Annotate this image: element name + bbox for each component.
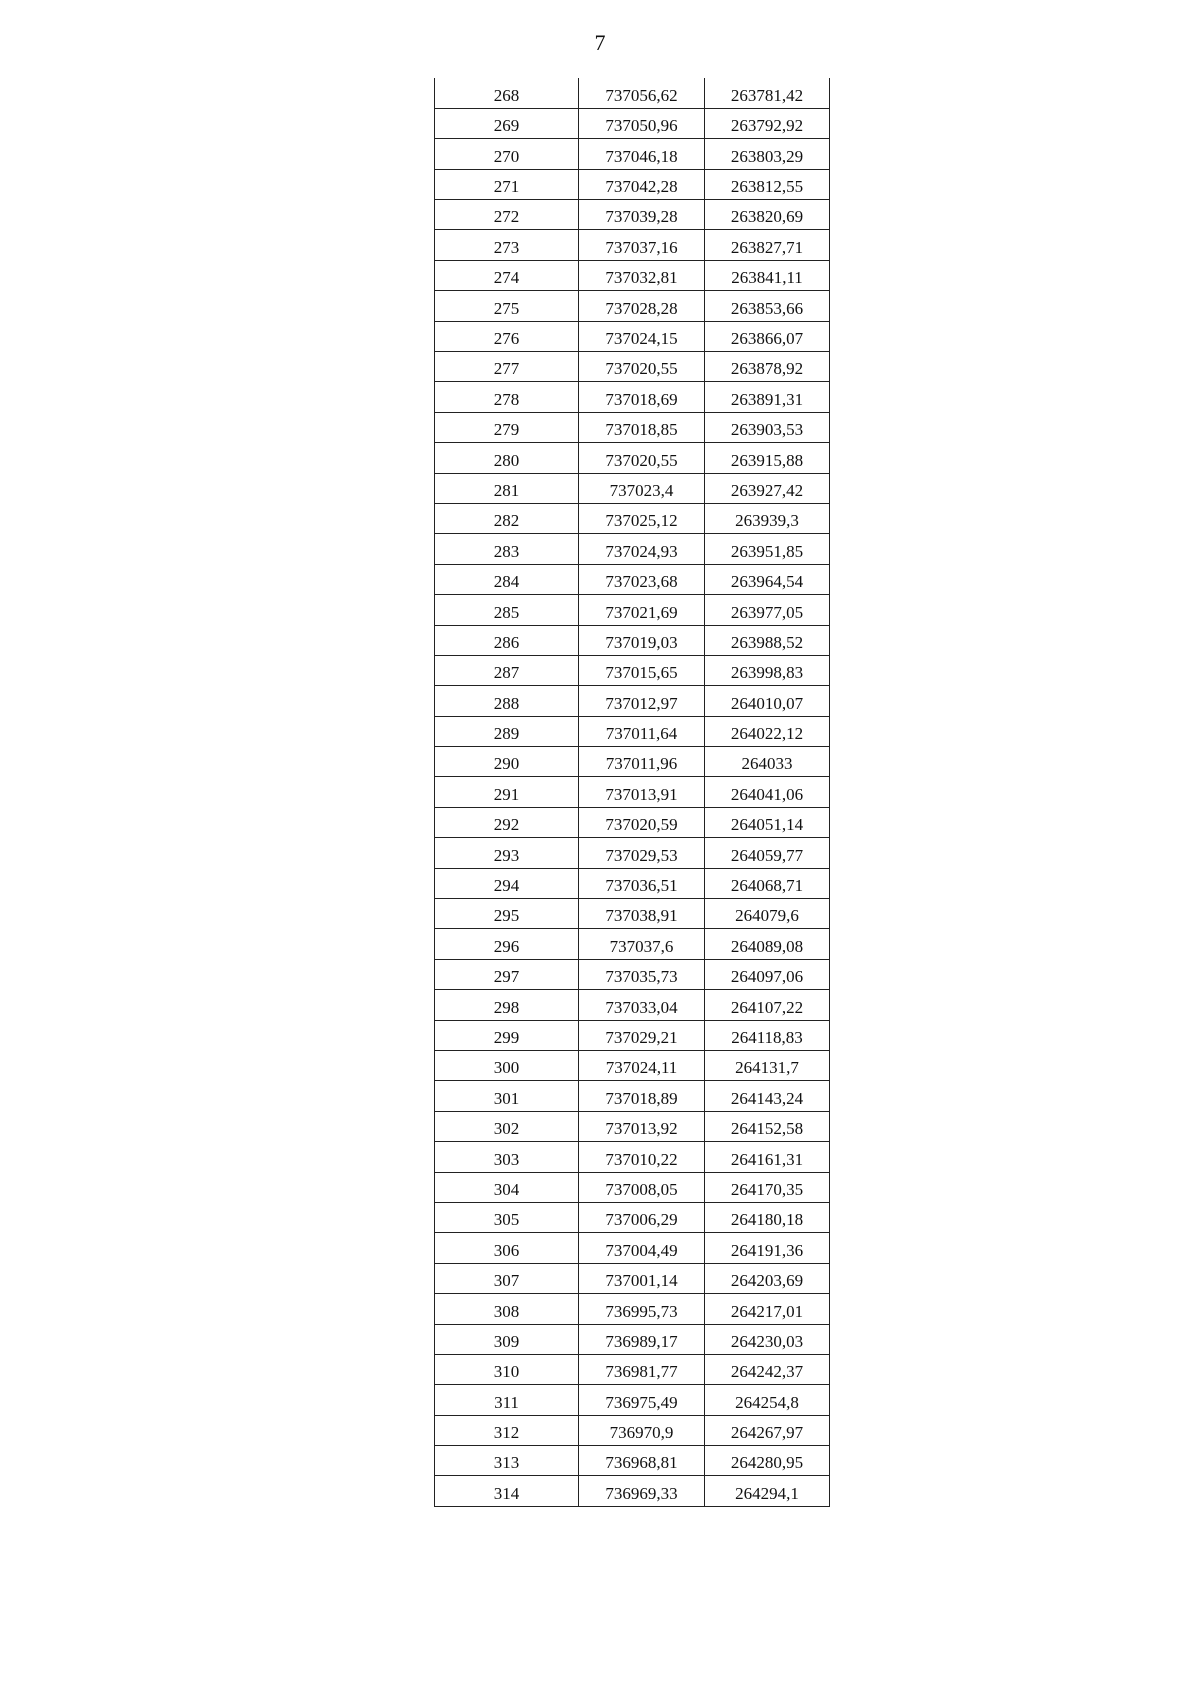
x-coordinate-cell: 737025,12 xyxy=(579,503,705,533)
point-number-cell: 269 xyxy=(435,108,579,138)
table-row xyxy=(435,1233,830,1263)
y-coordinate-cell: 264203,69 xyxy=(705,1263,830,1293)
point-number-cell: 310 xyxy=(435,1354,579,1384)
point-number-cell: 268 xyxy=(435,78,579,108)
point-number-cell: 280 xyxy=(435,443,579,473)
point-number-cell: 293 xyxy=(435,838,579,868)
y-coordinate-cell: 264280,95 xyxy=(705,1446,830,1476)
point-number-cell: 300 xyxy=(435,1051,579,1081)
table-row xyxy=(435,1172,830,1202)
table-row xyxy=(435,868,830,898)
table-row xyxy=(435,169,830,199)
point-number-cell: 284 xyxy=(435,564,579,594)
point-number-cell: 282 xyxy=(435,503,579,533)
x-coordinate-cell: 737037,6 xyxy=(579,929,705,959)
y-coordinate-cell: 264068,71 xyxy=(705,868,830,898)
x-coordinate-cell: 737012,97 xyxy=(579,686,705,716)
point-number-cell: 275 xyxy=(435,291,579,321)
point-number-cell: 272 xyxy=(435,200,579,230)
table-row xyxy=(435,139,830,169)
point-number-cell: 292 xyxy=(435,807,579,837)
table-row xyxy=(435,382,830,412)
y-coordinate-cell: 263998,83 xyxy=(705,655,830,685)
x-coordinate-cell: 737039,28 xyxy=(579,200,705,230)
y-coordinate-cell: 264161,31 xyxy=(705,1142,830,1172)
x-coordinate-cell: 737008,05 xyxy=(579,1172,705,1202)
y-coordinate-cell: 264170,35 xyxy=(705,1172,830,1202)
table-row xyxy=(435,412,830,442)
x-coordinate-cell: 737001,14 xyxy=(579,1263,705,1293)
point-number-cell: 274 xyxy=(435,260,579,290)
y-coordinate-cell: 263977,05 xyxy=(705,595,830,625)
point-number-cell: 295 xyxy=(435,899,579,929)
y-coordinate-cell: 263820,69 xyxy=(705,200,830,230)
y-coordinate-cell: 264022,12 xyxy=(705,716,830,746)
table-row xyxy=(435,1446,830,1476)
x-coordinate-cell: 737029,21 xyxy=(579,1020,705,1050)
point-number-cell: 303 xyxy=(435,1142,579,1172)
table-row xyxy=(435,1081,830,1111)
y-coordinate-cell: 264010,07 xyxy=(705,686,830,716)
point-number-cell: 279 xyxy=(435,412,579,442)
point-number-cell: 291 xyxy=(435,777,579,807)
y-coordinate-cell: 264191,36 xyxy=(705,1233,830,1263)
x-coordinate-cell: 737035,73 xyxy=(579,959,705,989)
table-row xyxy=(435,686,830,716)
table-row xyxy=(435,777,830,807)
coordinates-table-container xyxy=(434,78,829,1507)
coordinates-table-body xyxy=(435,78,830,1506)
table-row xyxy=(435,200,830,230)
table-row xyxy=(435,230,830,260)
table-row xyxy=(435,473,830,503)
table-row xyxy=(435,534,830,564)
x-coordinate-cell: 737046,18 xyxy=(579,139,705,169)
y-coordinate-cell: 264143,24 xyxy=(705,1081,830,1111)
y-coordinate-cell: 263891,31 xyxy=(705,382,830,412)
point-number-cell: 301 xyxy=(435,1081,579,1111)
y-coordinate-cell: 264254,8 xyxy=(705,1385,830,1415)
x-coordinate-cell: 736970,9 xyxy=(579,1415,705,1445)
x-coordinate-cell: 737020,55 xyxy=(579,443,705,473)
x-coordinate-cell: 737037,16 xyxy=(579,230,705,260)
x-coordinate-cell: 737013,91 xyxy=(579,777,705,807)
table-row xyxy=(435,1020,830,1050)
y-coordinate-cell: 264131,7 xyxy=(705,1051,830,1081)
table-row xyxy=(435,990,830,1020)
point-number-cell: 314 xyxy=(435,1476,579,1506)
y-coordinate-cell: 264180,18 xyxy=(705,1202,830,1232)
page-number: 7 xyxy=(594,30,606,55)
table-row xyxy=(435,655,830,685)
point-number-cell: 270 xyxy=(435,139,579,169)
table-row xyxy=(435,321,830,351)
coordinates-table xyxy=(434,78,830,1507)
point-number-cell: 277 xyxy=(435,352,579,382)
point-number-cell: 273 xyxy=(435,230,579,260)
point-number-cell: 276 xyxy=(435,321,579,351)
y-coordinate-cell: 263939,3 xyxy=(705,503,830,533)
x-coordinate-cell: 736968,81 xyxy=(579,1446,705,1476)
table-row xyxy=(435,1294,830,1324)
y-coordinate-cell: 263951,85 xyxy=(705,534,830,564)
point-number-cell: 290 xyxy=(435,747,579,777)
x-coordinate-cell: 737010,22 xyxy=(579,1142,705,1172)
y-coordinate-cell: 263781,42 xyxy=(705,78,830,108)
x-coordinate-cell: 737006,29 xyxy=(579,1202,705,1232)
y-coordinate-cell: 264118,83 xyxy=(705,1020,830,1050)
y-coordinate-cell: 264267,97 xyxy=(705,1415,830,1445)
y-coordinate-cell: 264041,06 xyxy=(705,777,830,807)
point-number-cell: 312 xyxy=(435,1415,579,1445)
x-coordinate-cell: 737028,28 xyxy=(579,291,705,321)
y-coordinate-cell: 263803,29 xyxy=(705,139,830,169)
x-coordinate-cell: 737036,51 xyxy=(579,868,705,898)
y-coordinate-cell: 263827,71 xyxy=(705,230,830,260)
point-number-cell: 288 xyxy=(435,686,579,716)
table-row xyxy=(435,352,830,382)
point-number-cell: 271 xyxy=(435,169,579,199)
x-coordinate-cell: 736969,33 xyxy=(579,1476,705,1506)
table-row xyxy=(435,625,830,655)
y-coordinate-cell: 264242,37 xyxy=(705,1354,830,1384)
x-coordinate-cell: 737019,03 xyxy=(579,625,705,655)
table-row xyxy=(435,959,830,989)
x-coordinate-cell: 737011,96 xyxy=(579,747,705,777)
x-coordinate-cell: 737024,15 xyxy=(579,321,705,351)
x-coordinate-cell: 737011,64 xyxy=(579,716,705,746)
table-row xyxy=(435,595,830,625)
y-coordinate-cell: 264059,77 xyxy=(705,838,830,868)
point-number-cell: 299 xyxy=(435,1020,579,1050)
point-number-cell: 287 xyxy=(435,655,579,685)
x-coordinate-cell: 737029,53 xyxy=(579,838,705,868)
table-row xyxy=(435,291,830,321)
x-coordinate-cell: 737023,4 xyxy=(579,473,705,503)
y-coordinate-cell: 264230,03 xyxy=(705,1324,830,1354)
x-coordinate-cell: 737018,85 xyxy=(579,412,705,442)
y-coordinate-cell: 263915,88 xyxy=(705,443,830,473)
x-coordinate-cell: 737050,96 xyxy=(579,108,705,138)
y-coordinate-cell: 263964,54 xyxy=(705,564,830,594)
y-coordinate-cell: 264033 xyxy=(705,747,830,777)
point-number-cell: 307 xyxy=(435,1263,579,1293)
x-coordinate-cell: 737032,81 xyxy=(579,260,705,290)
point-number-cell: 298 xyxy=(435,990,579,1020)
y-coordinate-cell: 264097,06 xyxy=(705,959,830,989)
table-row xyxy=(435,1415,830,1445)
table-row xyxy=(435,1051,830,1081)
y-coordinate-cell: 263903,53 xyxy=(705,412,830,442)
table-row xyxy=(435,716,830,746)
x-coordinate-cell: 737004,49 xyxy=(579,1233,705,1263)
table-row xyxy=(435,1385,830,1415)
point-number-cell: 302 xyxy=(435,1111,579,1141)
table-row xyxy=(435,929,830,959)
table-row xyxy=(435,1324,830,1354)
table-row xyxy=(435,503,830,533)
x-coordinate-cell: 736981,77 xyxy=(579,1354,705,1384)
y-coordinate-cell: 264294,1 xyxy=(705,1476,830,1506)
x-coordinate-cell: 737018,69 xyxy=(579,382,705,412)
y-coordinate-cell: 263853,66 xyxy=(705,291,830,321)
point-number-cell: 283 xyxy=(435,534,579,564)
x-coordinate-cell: 737021,69 xyxy=(579,595,705,625)
y-coordinate-cell: 264152,58 xyxy=(705,1111,830,1141)
table-row xyxy=(435,807,830,837)
y-coordinate-cell: 263866,07 xyxy=(705,321,830,351)
x-coordinate-cell: 737015,65 xyxy=(579,655,705,685)
table-row xyxy=(435,1142,830,1172)
point-number-cell: 278 xyxy=(435,382,579,412)
y-coordinate-cell: 264089,08 xyxy=(705,929,830,959)
table-row xyxy=(435,1111,830,1141)
x-coordinate-cell: 737023,68 xyxy=(579,564,705,594)
table-row xyxy=(435,899,830,929)
y-coordinate-cell: 264079,6 xyxy=(705,899,830,929)
table-row xyxy=(435,108,830,138)
point-number-cell: 309 xyxy=(435,1324,579,1354)
point-number-cell: 304 xyxy=(435,1172,579,1202)
table-row xyxy=(435,838,830,868)
y-coordinate-cell: 263841,11 xyxy=(705,260,830,290)
y-coordinate-cell: 264107,22 xyxy=(705,990,830,1020)
point-number-cell: 281 xyxy=(435,473,579,503)
x-coordinate-cell: 737042,28 xyxy=(579,169,705,199)
x-coordinate-cell: 737033,04 xyxy=(579,990,705,1020)
point-number-cell: 306 xyxy=(435,1233,579,1263)
y-coordinate-cell: 264217,01 xyxy=(705,1294,830,1324)
y-coordinate-cell: 263988,52 xyxy=(705,625,830,655)
point-number-cell: 308 xyxy=(435,1294,579,1324)
y-coordinate-cell: 263792,92 xyxy=(705,108,830,138)
point-number-cell: 285 xyxy=(435,595,579,625)
point-number-cell: 286 xyxy=(435,625,579,655)
point-number-cell: 289 xyxy=(435,716,579,746)
table-row xyxy=(435,564,830,594)
y-coordinate-cell: 263927,42 xyxy=(705,473,830,503)
x-coordinate-cell: 737018,89 xyxy=(579,1081,705,1111)
x-coordinate-cell: 737020,55 xyxy=(579,352,705,382)
table-row xyxy=(435,1476,830,1506)
x-coordinate-cell: 737020,59 xyxy=(579,807,705,837)
x-coordinate-cell: 737038,91 xyxy=(579,899,705,929)
point-number-cell: 313 xyxy=(435,1446,579,1476)
table-row xyxy=(435,747,830,777)
table-row xyxy=(435,78,830,108)
x-coordinate-cell: 736989,17 xyxy=(579,1324,705,1354)
y-coordinate-cell: 263878,92 xyxy=(705,352,830,382)
x-coordinate-cell: 737056,62 xyxy=(579,78,705,108)
y-coordinate-cell: 263812,55 xyxy=(705,169,830,199)
table-row xyxy=(435,1202,830,1232)
table-row xyxy=(435,1354,830,1384)
point-number-cell: 297 xyxy=(435,959,579,989)
table-row xyxy=(435,260,830,290)
point-number-cell: 311 xyxy=(435,1385,579,1415)
y-coordinate-cell: 264051,14 xyxy=(705,807,830,837)
x-coordinate-cell: 737024,11 xyxy=(579,1051,705,1081)
x-coordinate-cell: 736995,73 xyxy=(579,1294,705,1324)
x-coordinate-cell: 737013,92 xyxy=(579,1111,705,1141)
table-row xyxy=(435,1263,830,1293)
table-row xyxy=(435,443,830,473)
point-number-cell: 305 xyxy=(435,1202,579,1232)
point-number-cell: 296 xyxy=(435,929,579,959)
x-coordinate-cell: 736975,49 xyxy=(579,1385,705,1415)
point-number-cell: 294 xyxy=(435,868,579,898)
x-coordinate-cell: 737024,93 xyxy=(579,534,705,564)
